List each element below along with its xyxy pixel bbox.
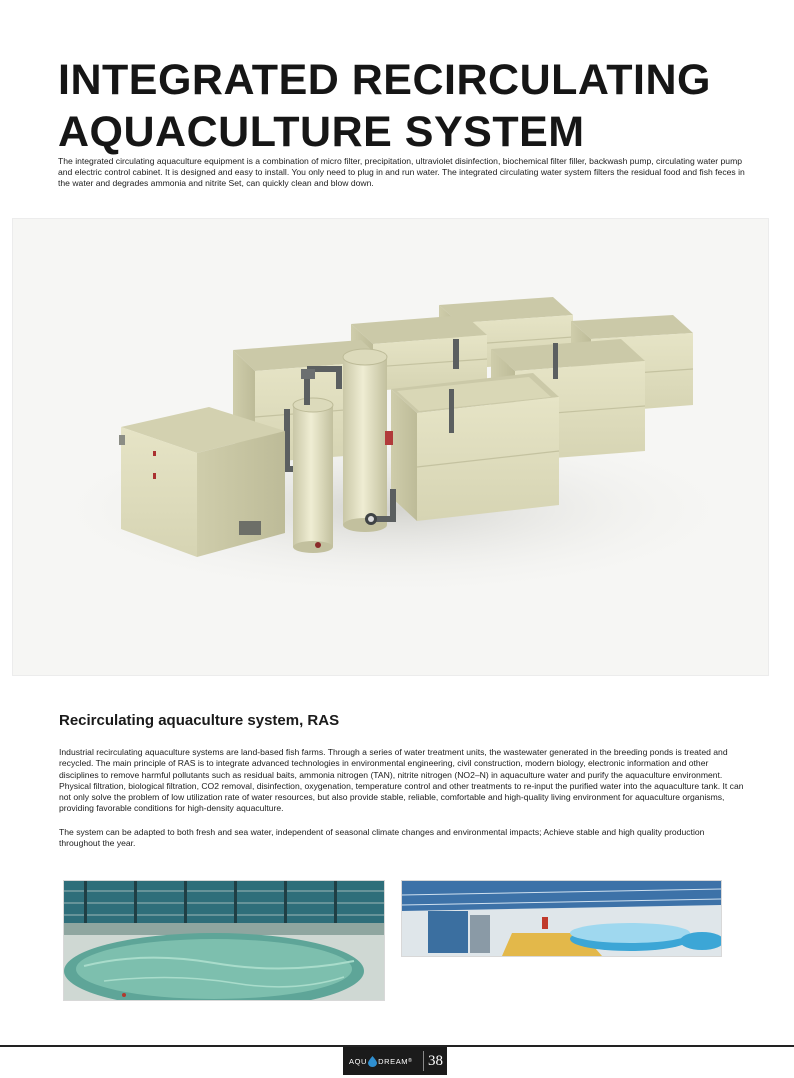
ras-illustration — [13, 219, 768, 675]
electric-control-cabinet — [119, 407, 285, 557]
body-paragraph-1: Industrial recirculating aquaculture systems are land-based fish farms. Through a series of water treatment units, the wastewater generated in the breeding ponds is treated and recycled. The main principle of RAS is to integrate advanced technologies in environmental engineering, civil construction, modern biology, electronic information and other disciplines to remove harmful pollutants such as residual baits, ammonia nitrogen (TAN), nitrite nitrogen (NO2–N) in aquaculture water and purify the aquaculture environment. Physical filtration, biological filtration, CO2 removal, disinfection, oxygenation, temperature control and other treatments to re-input the purified water into the aquaculture tank. It can not only solve the problem of low utilization rate of water resources, but also provide stable, reliable, comfortable and high-quality living environment for aquaculture organisms, providing favorable conditions for high-density aquaculture. — [59, 747, 744, 814]
brand-logo — [343, 1056, 419, 1067]
filter-cylinder-tall — [343, 349, 387, 532]
brand-text-left: AQU — [349, 1056, 368, 1066]
footer-brand-badge — [343, 1047, 447, 1075]
section-title: Recirculating aquaculture system, RAS — [59, 712, 340, 729]
indoor-pool-photo — [63, 880, 385, 1001]
title-line-2: AQUACULTURE SYSTEM — [58, 108, 585, 156]
body-paragraph-2: The system can be adapted to both fresh and sea water, independent of seasonal climate changes and environmental impacts; Achieve stable and high quality production throughout the year. — [59, 827, 705, 849]
trademark-mark: ® — [408, 1058, 413, 1064]
filter-cylinder-front — [293, 398, 333, 553]
intro-paragraph: The integrated circulating aquaculture equipment is a combination of micro filter, precipitation, ultraviolet disinfection, biochemical filter filler, backwash pump, circulating water pump and electric control cabinet. It is designed and easy to install. You only need to plug in and run water. The integrated circulating water system filters the residual food and fish feces in the water and degrades ammonia and nitrite Set, can quickly clean and blow down. — [58, 156, 745, 189]
ras-facility-photo — [401, 880, 722, 957]
water-drop-icon — [368, 1056, 377, 1067]
brand-text-right: DREAM — [378, 1056, 409, 1066]
page-number: 38 — [428, 1052, 443, 1069]
title-line-1: INTEGRATED RECIRCULATING — [58, 56, 711, 104]
page-title — [58, 54, 711, 158]
tank-front — [391, 373, 559, 521]
ras-product-image — [12, 218, 769, 676]
footer-separator — [423, 1051, 424, 1071]
